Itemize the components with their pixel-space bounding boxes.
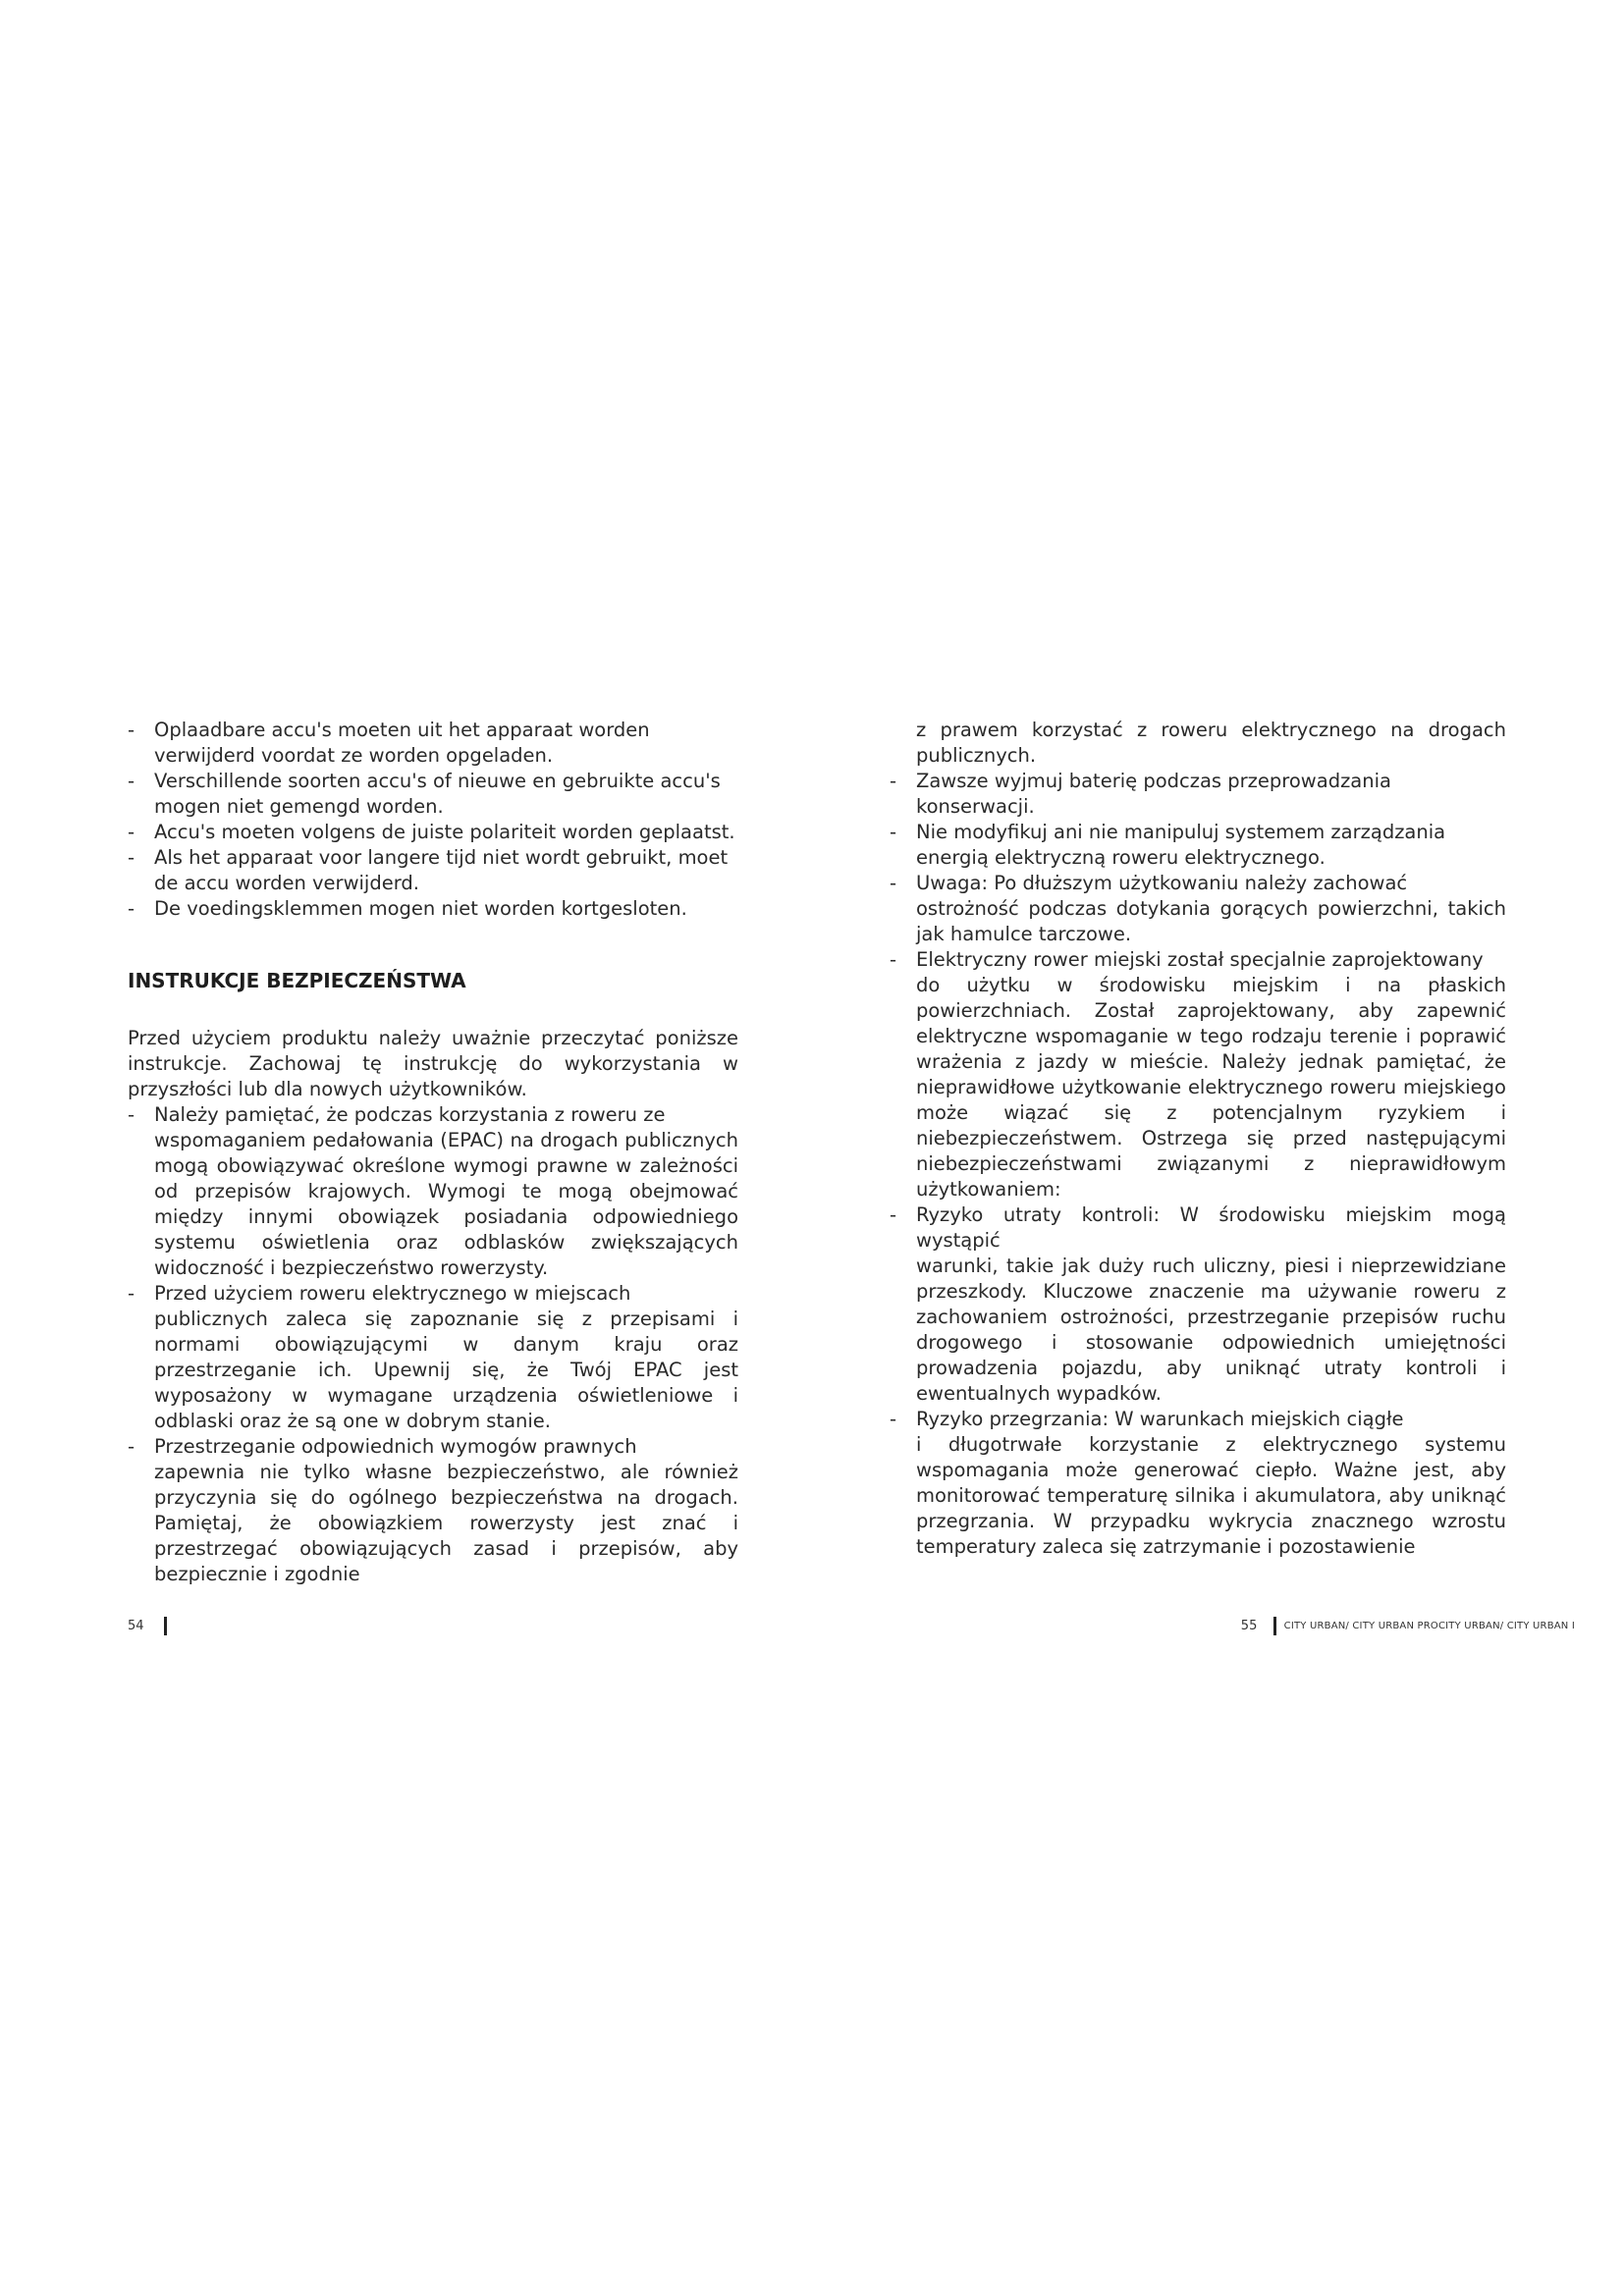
item-continuation: de accu worden verwijderd. <box>154 872 419 894</box>
item-first-line: Accu's moeten volgens de juiste polariteit worden geplaatst. <box>154 821 735 843</box>
list-item <box>890 820 1506 871</box>
item-continuation: konserwacji. <box>916 795 1035 818</box>
list-item <box>890 1407 1506 1560</box>
item-continuation: i długotrwałe korzystanie z elektrycznego systemu wspomagania może generować ciepło. Ważne jest, aby monitorować temperaturę silnika i akumulatora, aby uniknąć przegrzania. W przypadku wykrycia znacznego wzrostu temperatury zaleca się zatrzymanie i pozostawienie <box>916 1433 1506 1558</box>
item-continuation: energią elektryczną roweru elektrycznego. <box>916 846 1326 869</box>
item-first-line: Elektryczny rower miejski został specjalnie zaprojektowany <box>916 948 1484 971</box>
item-continuation: zapewnia nie tylko własne bezpieczeństwo, ale również przyczynia się do ogólnego bezpieczeństwa na drogach. Pamiętaj, że obowiązkiem rowerzysty jest znać i przestrzegać obowiązujących zasad i przepisów, aby bezpiecznie i zgodnie <box>154 1461 738 1585</box>
page-number-left: 54 <box>128 1618 144 1633</box>
dash-bullet: - <box>128 1103 135 1126</box>
list-item <box>128 1281 738 1434</box>
item-continuation: warunki, takie jak duży ruch uliczny, piesi i nieprzewidziane przeszkody. Kluczowe znaczenie ma używanie roweru z zachowaniem ostrożności, przestrzeganie przepisów ruchu drogowego i stosowanie odpowiednich umiejętności prowadzenia pojazdu, aby uniknąć utraty kontroli i ewentualnych wypadków. <box>916 1255 1506 1405</box>
item-first-line: Verschillende soorten accu's of nieuwe en gebruikte accu's <box>154 770 721 792</box>
item-first-line: Zawsze wyjmuj baterię podczas przeprowadzania <box>916 770 1391 792</box>
item-continuation: publicznych zaleca się zapoznanie się z przepisami i normami obowiązującymi w danym kraju oraz przestrzeganie ich. Upewnij się, że Twój EPAC jest wyposażony w wymagane urządzenia oświetleniowe i odblaski oraz że są one w dobrym stanie. <box>154 1308 738 1432</box>
dash-bullet: - <box>890 821 897 843</box>
dash-bullet: - <box>128 846 135 869</box>
item-first-line: Nie modyfikuj ani nie manipuluj systemem zarządzania <box>916 821 1446 843</box>
item-first-line: Als het apparaat voor langere tijd niet wordt gebruikt, moet <box>154 846 729 869</box>
list-item <box>128 718 738 769</box>
list-item <box>128 1102 738 1281</box>
safety-list <box>128 1102 738 1587</box>
list-item <box>128 769 738 820</box>
item-first-line: Ryzyko utraty kontroli: W środowisku miejskim mogą wystąpić <box>916 1203 1506 1252</box>
item-continuation: wspomaganiem pedałowania (EPAC) na drogach publicznych mogą obowiązywać określone wymogi prawne w zależności od przepisów krajowych. Wymogi te mogą obejmować między innymi obowiązek posiadania odpowiedniego systemu oświetlenia oraz odblasków zwiększających widoczność i bezpieczeństwo rowerzysty. <box>154 1129 738 1279</box>
right-column <box>890 718 1506 1560</box>
list-item <box>128 820 738 845</box>
list-item <box>128 1434 738 1587</box>
item-continuation: ostrożność podczas dotykania gorących powierzchni, takich jak hamulce tarczowe. <box>916 897 1506 945</box>
item-first-line: Ryzyko przegrzania: W warunkach miejskich ciągłe <box>916 1408 1404 1430</box>
list-item <box>890 947 1506 1202</box>
list-item <box>890 1202 1506 1407</box>
item-continuation: do użytku w środowisku miejskim i na płaskich powierzchniach. Został zaprojektowany, aby zapewnić elektryczne wspomaganie w tego rodzaju terenie i poprawić wrażenia z jazdy w mieście. Należy jednak pamiętać, że nieprawidłowe użytkowanie elektrycznego roweru miejskiego może wiązać się z potencjalnym ryzykiem i niebezpieczeństwem. Ostrzega się przed następującymi niebezpieczeństwami związanymi z nieprawidłowym użytkowaniem: <box>916 974 1506 1201</box>
item-first-line: Uwaga: Po dłuższym użytkowaniu należy zachować <box>916 872 1408 894</box>
item-first-line: Należy pamiętać, że podczas korzystania z roweru ze <box>154 1103 666 1126</box>
dash-bullet: - <box>128 897 135 920</box>
footer-left <box>128 1615 167 1636</box>
intro-paragraph: Przed użyciem produktu należy uważnie przeczytać poniższe instrukcje. Zachowaj tę instrukcję do wykorzystania w przyszłości lub dla nowych użytkowników. <box>128 1027 738 1100</box>
section-heading: INSTRUKCJE BEZPIECZEŃSTWA <box>128 969 466 992</box>
continuation-text: z prawem korzystać z roweru elektrycznego na drogach publicznych. <box>916 719 1506 767</box>
item-first-line: Oplaadbare accu's moeten uit het apparaat worden <box>154 719 650 741</box>
dash-bullet: - <box>128 719 135 741</box>
item-first-line: De voedingsklemmen mogen niet worden kortgesloten. <box>154 897 687 920</box>
item-continuation: mogen niet gemengd worden. <box>154 795 444 818</box>
dash-bullet: - <box>890 770 897 792</box>
dash-bullet: - <box>890 1408 897 1430</box>
dash-bullet: - <box>890 872 897 894</box>
battery-list <box>128 718 738 922</box>
item-first-line: Przed użyciem roweru elektrycznego w miejscach <box>154 1282 631 1305</box>
safety-list-continued <box>890 769 1506 1560</box>
item-continuation: verwijderd voordat ze worden opgeladen. <box>154 744 554 767</box>
list-item <box>128 896 738 922</box>
footer-divider <box>164 1617 167 1635</box>
list-item <box>890 871 1506 947</box>
footer-model-text: CITY URBAN/ CITY URBAN PROCITY URBAN/ CITY URBAN I <box>1283 1620 1575 1631</box>
dash-bullet: - <box>128 1282 135 1305</box>
page-number-right: 55 <box>1240 1618 1258 1633</box>
dash-bullet: - <box>128 1435 135 1458</box>
item-first-line: Przestrzeganie odpowiednich wymogów prawnych <box>154 1435 637 1458</box>
dash-bullet: - <box>128 770 135 792</box>
dash-bullet: - <box>128 821 135 843</box>
footer-right <box>1241 1615 1575 1636</box>
left-column <box>128 718 738 1587</box>
list-item <box>890 769 1506 820</box>
list-item <box>128 845 738 896</box>
dash-bullet: - <box>890 1203 897 1226</box>
footer-divider <box>1273 1617 1276 1635</box>
dash-bullet: - <box>890 948 897 971</box>
